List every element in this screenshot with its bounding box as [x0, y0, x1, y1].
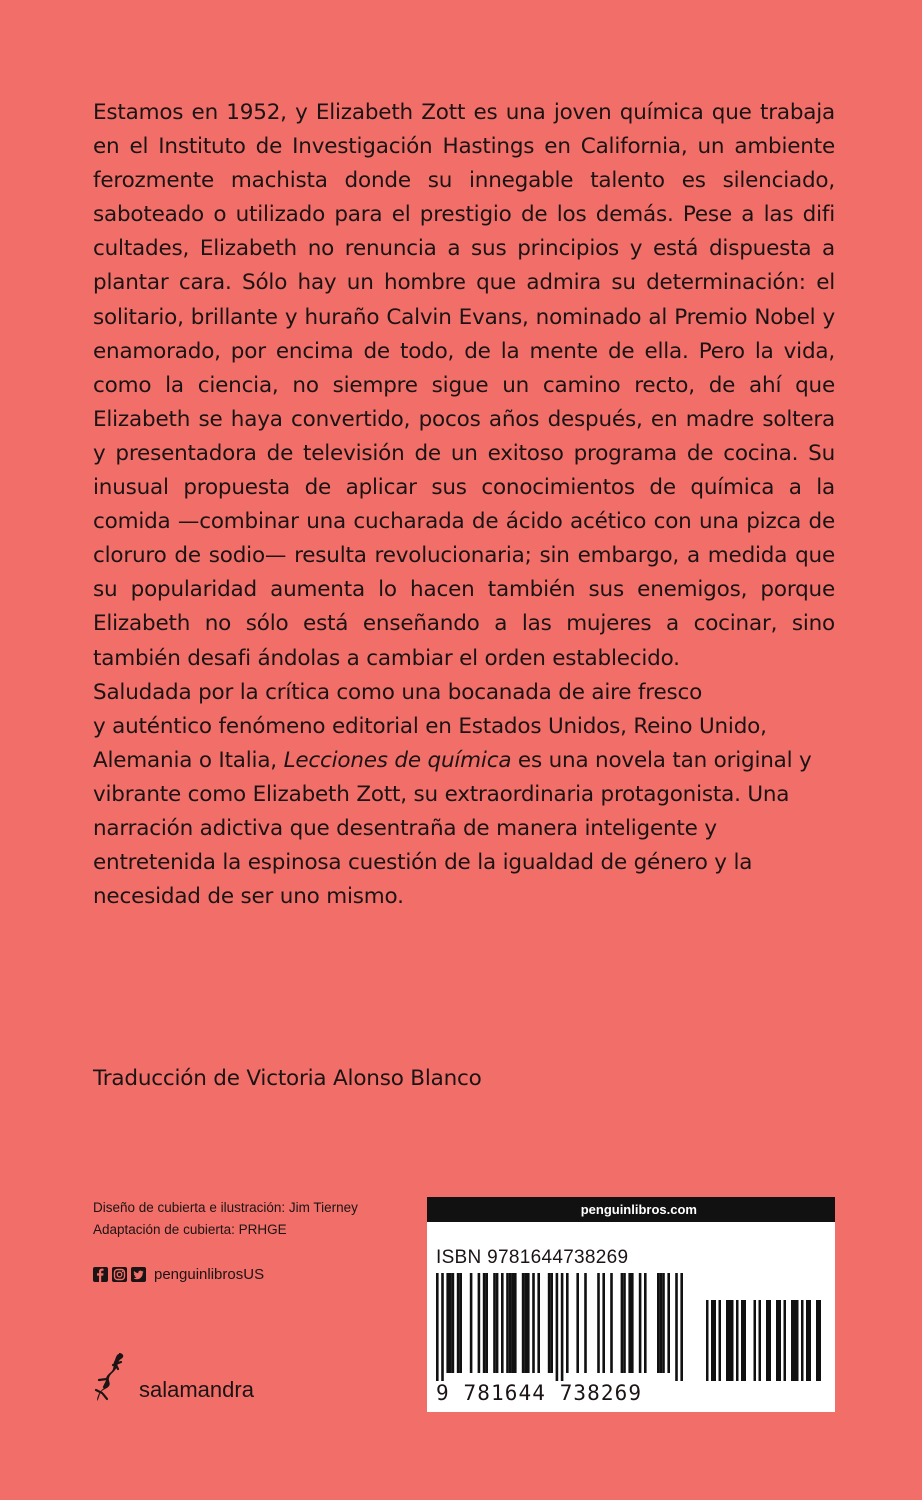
- barcode-bar: [478, 1273, 481, 1373]
- barcode-bar: [675, 1273, 678, 1381]
- barcode-bar: [561, 1273, 564, 1381]
- barcode-bar: [602, 1273, 605, 1373]
- synopsis-paragraph-2-text-a: y auténtico fenómeno editorial en Estados Unidos, Reino Unido, Alemania o Italia,: [93, 713, 767, 773]
- addon-bar: [706, 1300, 709, 1381]
- barcode-bar: [485, 1273, 488, 1373]
- synopsis: [93, 96, 835, 914]
- isbn-label: ISBN 9781644738269: [436, 1247, 629, 1268]
- barcode-bar: [537, 1273, 540, 1373]
- addon-bar: [741, 1300, 744, 1381]
- addon-bar: [759, 1300, 762, 1381]
- twitter-icon[interactable]: [131, 1267, 146, 1282]
- addon-bar: [809, 1300, 812, 1381]
- barcode-bar: [610, 1273, 613, 1373]
- barcode-bar: [449, 1273, 452, 1373]
- addon-bar: [719, 1300, 722, 1381]
- barcode-bar: [576, 1273, 579, 1373]
- barcode-bar: [556, 1273, 559, 1381]
- barcode-bar: [550, 1273, 553, 1373]
- barcode-bar: [446, 1273, 449, 1373]
- addon-bar: [779, 1300, 782, 1381]
- barcode-bar: [470, 1273, 473, 1373]
- barcode-bar: [566, 1273, 569, 1373]
- social-handle[interactable]: penguinlibrosUS: [154, 1265, 265, 1283]
- addon-bar: [711, 1300, 714, 1381]
- addon-bar: [794, 1300, 797, 1381]
- barcode-bar: [532, 1273, 535, 1373]
- addon-bar: [819, 1300, 822, 1381]
- barcode-bar: [441, 1273, 444, 1381]
- translator-credit: Traducción de Victoria Alonso Blanco: [93, 1066, 482, 1091]
- barcode-bar: [662, 1273, 665, 1373]
- barcode-bar: [631, 1273, 634, 1373]
- addon-bar: [784, 1300, 787, 1381]
- addon-bar: [731, 1300, 734, 1381]
- addon-bar: [726, 1300, 729, 1381]
- synopsis-paragraph-2-text-b: es una novela tan original y vibrante como Elizabeth Zott, su extraordinaria protagonista. Una narración adictiva que desentraña de manera inteligente y entretenida la espinosa cuestión de la igualdad de género y la necesidad de ser uno mismo.: [93, 747, 812, 910]
- addon-bar: [714, 1300, 717, 1381]
- barcode-bar: [548, 1273, 551, 1373]
- social-links: [93, 1265, 264, 1283]
- addon-bar: [776, 1300, 779, 1381]
- barcode-bar: [527, 1273, 530, 1373]
- synopsis-paragraph-2-line-1: Saludada por la crítica como una bocanada de aire fresco: [93, 679, 703, 705]
- addon-bar: [791, 1300, 794, 1381]
- barcode-bar: [496, 1273, 499, 1373]
- barcode-bar: [509, 1273, 512, 1373]
- barcode-bar: [522, 1273, 525, 1373]
- publisher-name: salamandra: [139, 1377, 254, 1402]
- addon-bar: [766, 1300, 769, 1381]
- barcode-bar: [657, 1273, 660, 1373]
- barcode-bar: [501, 1273, 504, 1373]
- barcode-bar: [623, 1273, 626, 1373]
- barcode-panel: [427, 1197, 835, 1412]
- barcode-bar: [628, 1273, 631, 1373]
- barcode-bar: [639, 1273, 642, 1373]
- cover-design-credit: Diseño de cubierta e ilustración: Jim Tierney: [93, 1200, 358, 1215]
- cover-adaptation-credit: Adaptación de cubierta: PRHGE: [93, 1222, 287, 1237]
- addon-bar: [806, 1300, 809, 1381]
- barcode-bar: [644, 1273, 647, 1373]
- barcode-bar: [680, 1273, 683, 1381]
- barcode-bar: [667, 1273, 670, 1373]
- addon-bar: [744, 1300, 747, 1381]
- addon-bar: [816, 1300, 819, 1381]
- barcode-bar: [514, 1273, 517, 1373]
- barcode-bar: [459, 1273, 462, 1373]
- addon-bar: [796, 1300, 799, 1381]
- addon-bar: [729, 1300, 732, 1381]
- barcode-bar: [452, 1273, 455, 1373]
- salamander-icon: [93, 1351, 131, 1411]
- barcode-bar: [457, 1273, 460, 1373]
- barcode-bar: [524, 1273, 527, 1373]
- barcode-bar: [511, 1273, 514, 1373]
- cover-credits: [93, 1197, 358, 1241]
- barcode-bar: [621, 1273, 624, 1373]
- addon-bar: [769, 1300, 772, 1381]
- barcode-bar: [506, 1273, 509, 1373]
- barcode-bar: [660, 1273, 663, 1373]
- publisher-logo: [93, 1355, 254, 1411]
- addon-bar: [736, 1300, 739, 1381]
- barcode-bar: [597, 1273, 600, 1373]
- instagram-icon[interactable]: [112, 1267, 127, 1282]
- website-url: penguinlibros.com: [427, 1197, 835, 1222]
- book-title: Lecciones de química: [283, 747, 512, 773]
- addon-bar: [754, 1300, 757, 1381]
- ean-barcode: [436, 1273, 826, 1381]
- barcode-bar: [436, 1273, 439, 1381]
- facebook-icon[interactable]: [93, 1267, 108, 1282]
- barcode-bar: [483, 1273, 486, 1373]
- barcode-bar: [584, 1273, 587, 1373]
- addon-bar: [801, 1300, 804, 1381]
- synopsis-paragraph-2: [93, 676, 835, 915]
- barcode-bar: [493, 1273, 496, 1373]
- synopsis-paragraph-1: Estamos en 1952, y Elizabeth Zott es una joven química que trabaja en el Instituto de Investigación Hastings en California, un ambiente ferozmente machista donde su innegable talento es silenciado, saboteado o utilizado para el prestigio de los demás. Pese a las difi cultades, Elizabeth no renuncia a sus principios y está dispuesta a plantar cara. Sólo hay un hombre que admira su determinación: el solitario, brillante y huraño Calvin Evans, nominado al Premio Nobel y enamorado, por encima de todo, de la mente de ella. Pero la vida, como la ciencia, no siempre sigue un camino recto, de ahí que Elizabeth se haya convertido, pocos años después, en madre soltera y presentadora de televisión de un exitoso programa de cocina. Su inusual propuesta de aplicar sus conocimientos de química a la comida —combinar una cucharada de ácido acético con una pizca de cloruro de sodio— resulta revolucionaria; sin embargo, a medida que su popularidad aumenta lo hacen también sus enemigos, porque Elizabeth no sólo está enseñando a las mujeres a cocinar, sino también desafi ándolas a cambiar el orden establecido.: [93, 100, 835, 671]
- barcode-digits: 9 781644 738269: [436, 1381, 643, 1405]
